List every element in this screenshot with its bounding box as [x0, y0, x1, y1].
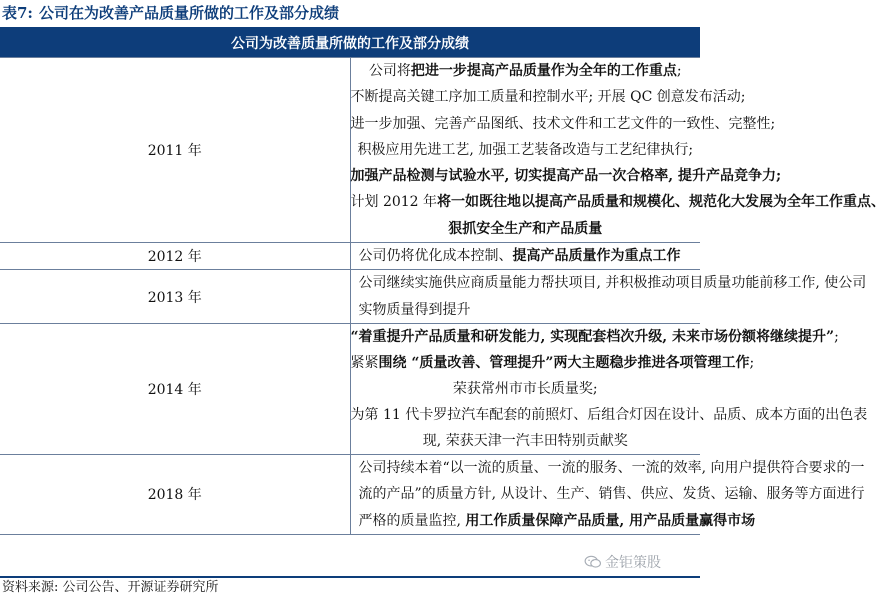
table-title-text: 公司在为改善产品质量所做的工作及部分成绩: [38, 4, 339, 22]
table-header-row: [0, 29, 700, 58]
text: 荣获常州市市长质量奖;: [452, 380, 598, 397]
content-line: [351, 270, 867, 296]
content-cell: [350, 270, 867, 324]
year-cell: 2013 年: [0, 270, 350, 324]
text: 公司将: [368, 63, 411, 79]
bold-text: 加强产品检测与试验水平, 切实提高产品一次合格率, 提升产品竞争力;: [350, 168, 782, 185]
text: 为第 11 代卡罗拉汽车配套的前照灯、后组合灯因在设计、品质、成本方面的出色表: [350, 406, 868, 423]
text: 公司持续本着“以一流的质量、一流的服务、一流的效率, 向用户提供符合要求的一: [358, 459, 865, 476]
content-line: [351, 297, 701, 323]
text: 积极应用先进工艺, 加强工艺装备改造与工艺纪律执行;: [357, 141, 694, 158]
content-line: [351, 216, 701, 242]
text: 严格的质量监控,: [358, 512, 466, 529]
content-line: [351, 58, 701, 84]
source-note: 资料来源: 公司公告、开源证券研究所: [2, 580, 219, 595]
content-line: [351, 137, 701, 163]
content-line: [351, 428, 701, 454]
table-row: [0, 243, 700, 270]
text: 进一步加强、完善产品图纸、技术文件和工艺文件的一致性、完整性;: [350, 115, 776, 132]
bold-text: 用工作质量保障产品质量, 用产品质量赢得市场: [465, 512, 756, 529]
text: 公司继续实施供应商质量能力帮扶项目, 并积极推动项目质量功能前移工作, 使公司: [358, 275, 867, 292]
content-line: [351, 376, 701, 402]
content-line: [351, 508, 756, 534]
content-line: [351, 481, 865, 507]
bold-text: 狠抓安全生产和产品质量: [448, 220, 603, 237]
quality-work-table: [0, 29, 885, 535]
year-cell: 2018 年: [0, 454, 350, 534]
bold-text: 把进一步提高产品质量作为全年的工作重点: [410, 63, 677, 79]
table-title: [2, 2, 339, 24]
text: ;: [834, 328, 839, 345]
bold-text: 提高产品质量作为重点工作: [512, 248, 681, 265]
text: ;: [676, 63, 682, 79]
year-cell: 2014 年: [0, 323, 350, 454]
table-row: [0, 270, 700, 324]
content-line: [351, 243, 701, 269]
table-row: [0, 58, 700, 243]
bottom-rule: [0, 576, 700, 578]
content-line: [350, 324, 839, 350]
content-cell: [350, 58, 885, 243]
text: 不断提高关键工序加工质量和控制水平; 开展 QC 创意发布活动;: [350, 89, 746, 106]
content-line: [350, 189, 885, 215]
text: 现, 荣获天津一汽丰田特别贡献奖: [422, 432, 628, 449]
content-line: [350, 111, 776, 137]
table-header: 公司为改善质量所做的工作及部分成绩: [0, 29, 700, 58]
content-cell: [350, 454, 865, 534]
table-row: [0, 323, 700, 454]
content-line: [350, 84, 746, 110]
content-line: [350, 163, 782, 189]
text: 实物质量得到提升: [358, 301, 471, 318]
text: 紧紧: [350, 354, 379, 371]
bold-text: “着重提升产品质量和研发能力, 实现配套档次升级, 未来市场份额将继续提升”: [350, 328, 835, 345]
content-line: [350, 402, 868, 428]
watermark-text: 金钜策股: [605, 555, 661, 571]
table-row: [0, 454, 700, 534]
table-number: 表7:: [2, 4, 33, 22]
bold-text: 将一如既往地以提高产品质量和规模化、规范化大发展为全年工作重点、: [437, 194, 885, 211]
watermark: [584, 553, 661, 573]
content-cell: [350, 323, 868, 454]
content-line: [351, 455, 865, 481]
year-cell: 2011 年: [0, 58, 350, 243]
text: 计划 2012 年: [350, 194, 438, 211]
content-cell: [350, 243, 700, 270]
bold-text: 围绕 “质量改善、管理提升”两大主题稳步推进各项管理工作: [378, 354, 750, 371]
text: 公司仍将优化成本控制、: [358, 248, 513, 265]
wechat-icon: [584, 555, 602, 569]
content-line: [350, 350, 755, 376]
text: 流的产品”的质量方针, 从设计、生产、销售、供应、发货、运输、服务等方面进行: [358, 486, 865, 503]
text: ;: [749, 354, 755, 371]
year-cell: 2012 年: [0, 243, 350, 270]
